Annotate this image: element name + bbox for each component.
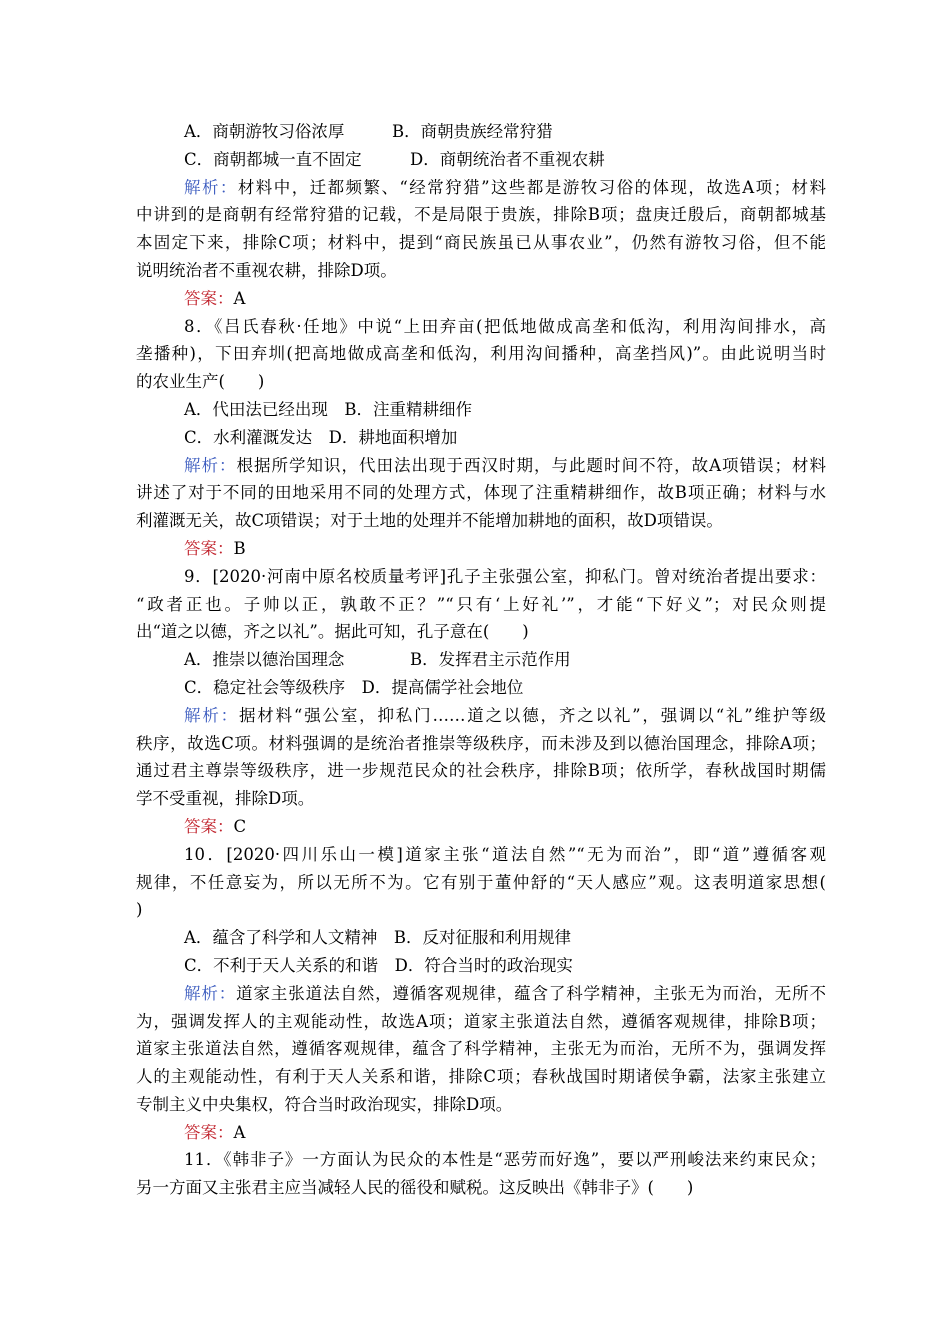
q10-analysis-label: 解析： xyxy=(184,983,237,1003)
q10-analysis-line: 专制主义中央集权，符合当时政治现实，排除D项。 xyxy=(136,1094,513,1114)
q7-option-b: B．商朝贵族经常狩猎 xyxy=(392,122,553,141)
q8-options-ab: A．代田法已经出现 B．注重精耕细作 xyxy=(184,399,473,419)
q7-option-a: A．商朝游牧习俗浓厚 xyxy=(184,122,345,141)
q9-analysis-line: 学不受重视，排除D项。 xyxy=(136,789,315,809)
q10-analysis-line: 人的主观能动性，有利于天人关系和谐，排除C项；春秋战国时期诸侯争霸，法家主张建立 xyxy=(136,1067,826,1087)
q9-options-cd: C．稳定社会等级秩序 D．提高儒学社会地位 xyxy=(184,677,524,697)
q9-answer-label: 答案： xyxy=(184,816,234,836)
q8-analysis-line: 利灌溉无关，故C项错误；对于土地的处理并不能增加耕地的面积，故D项错误。 xyxy=(136,511,723,531)
q10-answer-label: 答案： xyxy=(184,1122,234,1142)
q8-analysis-line: 讲述了对于不同的田地采用不同的处理方式，体现了注重精耕细作，故B项正确；材料与水 xyxy=(136,483,826,503)
q8-options-cd: C．水利灌溉发达 D．耕地面积增加 xyxy=(184,427,458,447)
q7-answer-label: 答案： xyxy=(184,288,234,308)
q9-stem-line: “政者正也。子帅以正，孰敢不正？”“只有‘上好礼’”，才能“下好义”；对民众则提 xyxy=(136,594,826,614)
q8-answer xyxy=(136,535,826,563)
q10-analysis-line: 道家主张道法自然，遵循客观规律，蕴含了科学精神，主张无为而治，无所不为，强调发挥 xyxy=(136,1039,826,1059)
q9-analysis-label: 解析： xyxy=(184,705,239,725)
q7-answer-value: A xyxy=(233,288,246,308)
q7-analysis-line: 说明统治者不重视农耕，排除D项。 xyxy=(136,260,397,280)
q10-stem-line: 10．[2020·四川乐山一模]道家主张“道法自然”“无为而治”，即“道”遵循客观 xyxy=(184,844,826,864)
q9-analysis-line: 通过君主尊崇等级秩序，进一步规范民众的社会秩序，排除B项；依所学，春秋战国时期儒 xyxy=(136,761,826,781)
q7-analysis-line: 中讲到的是商朝有经常狩猎的记载，不是局限于贵族，排除B项；盘庚迁殷后，商朝都城基 xyxy=(136,205,826,225)
q11-stem-line: 11．《韩非子》一方面认为民众的本性是“恶劳而好逸”，要以严刑峻法来约束民众； xyxy=(184,1150,826,1170)
q10-stem-line: ) xyxy=(136,900,143,920)
q8-answer-value: B xyxy=(233,538,246,558)
q7-analysis-line xyxy=(136,174,826,202)
q7-analysis-text: 材料中，迁都频繁、“经常狩猎”这些都是游牧习俗的体现，故选A项；材料 xyxy=(237,177,826,197)
q9-analysis-line xyxy=(136,702,826,730)
q9-stem-line: 出“道之以德，齐之以礼”。据此可知，孔子意在( ) xyxy=(136,622,529,642)
q7-answer xyxy=(136,285,826,313)
q7-options-ab xyxy=(136,118,826,146)
q8-stem-line: 8．《吕氏春秋·任地》中说“上田弃亩(把低地做成高垄和低沟，利用沟间排水，高 xyxy=(184,316,826,336)
q8-analysis-label: 解析： xyxy=(184,455,237,475)
q8-stem-line: 垄播种)，下田弃圳(把高地做成高垄和低沟，利用沟间播种，高垄挡风)”。由此说明当时 xyxy=(136,344,826,364)
q8-analysis-text: 根据所学知识，代田法出现于西汉时期，与此题时间不符，故A项错误；材料 xyxy=(236,455,827,475)
q7-analysis-line: 本固定下来，排除C项；材料中，提到“商民族虽已从事农业”，仍然有游牧习俗，但不能 xyxy=(136,233,826,253)
q9-stem-line: 9．[2020·河南中原名校质量考评]孔子主张强公室，抑私门。曾对统治者提出要求： xyxy=(184,566,826,586)
q9-options-ab xyxy=(136,646,826,674)
document-content xyxy=(136,118,826,1202)
q7-option-d: D．商朝统治者不重视农耕 xyxy=(410,149,605,169)
q10-analysis-line: 为，强调发挥人的主观能动性，故选A项；道家主张道法自然，遵循客观规律，排除B项； xyxy=(136,1011,826,1031)
q9-option-b: B．发挥君主示范作用 xyxy=(410,650,571,670)
q11-stem-line: 另一方面又主张君主应当减轻人民的徭役和赋税。这反映出《韩非子》( ) xyxy=(136,1178,694,1198)
q9-analysis-line: 秩序，故选C项。材料强调的是统治者推崇等级秩序，而未涉及到以德治国理念，排除A项； xyxy=(136,733,826,753)
q8-answer-label: 答案： xyxy=(184,538,234,558)
q7-analysis-label: 解析： xyxy=(184,177,238,197)
q10-answer-value: A xyxy=(233,1122,246,1142)
q10-answer xyxy=(136,1119,826,1147)
q10-stem-line: 规律，不任意妄为，所以无所不为。它有别于董仲舒的“天人感应”观。这表明道家思想( xyxy=(136,872,826,892)
q8-analysis-line xyxy=(136,452,826,480)
q7-option-c: C．商朝都城一直不固定 xyxy=(184,149,362,169)
q7-options-cd xyxy=(136,146,826,174)
q9-answer-value: C xyxy=(233,816,247,836)
q10-options-ab: A．蕴含了科学和人文精神 B．反对征服和利用规律 xyxy=(184,928,572,948)
q9-answer xyxy=(136,813,826,841)
q10-analysis-text: 道家主张道法自然，遵循客观规律，蕴含了科学精神，主张无为而治，无所不 xyxy=(236,983,826,1003)
q8-stem-line: 的农业生产( ) xyxy=(136,372,265,392)
q9-analysis-text: 据材料“强公室，抑私门……道之以德，齐之以礼”，强调以“礼”维护等级 xyxy=(238,705,826,725)
q9-option-a: A．推崇以德治国理念 xyxy=(184,650,345,670)
q10-analysis-line xyxy=(136,980,826,1008)
q10-options-cd: C．不利于天人关系的和谐 D．符合当时的政治现实 xyxy=(184,955,573,975)
